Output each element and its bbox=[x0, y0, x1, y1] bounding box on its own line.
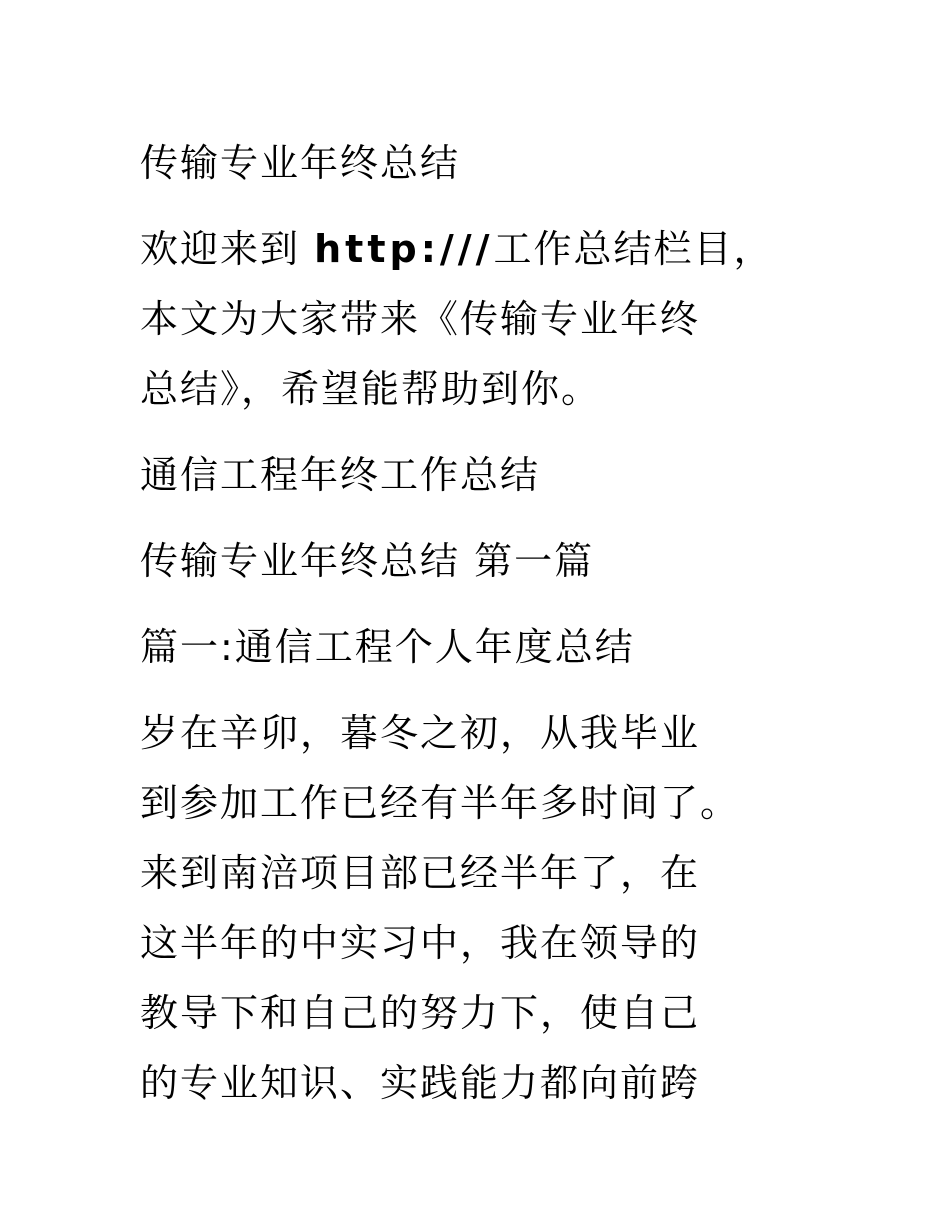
heading-part: 传输专业年终总结 第一篇 bbox=[140, 539, 595, 583]
intro-line-3: 总结》，希望能帮助到你。 bbox=[140, 367, 602, 411]
document-title: 传输专业年终总结 bbox=[140, 141, 461, 185]
intro-line-1 bbox=[140, 214, 840, 284]
intro-line-2: 本文为大家带来《传输专业年终 bbox=[140, 297, 701, 341]
body-line: 岁在辛卯，暮冬之初，从我毕业 bbox=[140, 711, 701, 755]
body-line: 教导下和自己的努力下，使自己 bbox=[140, 991, 701, 1035]
body-line: 这半年的中实习中，我在领导的 bbox=[140, 921, 701, 965]
heading-sub: 篇一:通信工程个人年度总结 bbox=[140, 625, 635, 669]
body-line: 来到南涪项目部已经半年了，在 bbox=[140, 851, 701, 895]
heading-main: 通信工程年终工作总结 bbox=[140, 453, 541, 497]
body-line: 的专业知识、实践能力都向前跨 bbox=[140, 1061, 701, 1105]
body-line: 到参加工作已经有半年多时间了。 bbox=[140, 781, 741, 825]
document-page bbox=[140, 128, 840, 1118]
intro-suffix: 工作总结栏目， bbox=[493, 227, 774, 271]
intro-url: http:/// bbox=[314, 227, 494, 271]
intro-prefix: 欢迎来到 bbox=[140, 227, 301, 271]
